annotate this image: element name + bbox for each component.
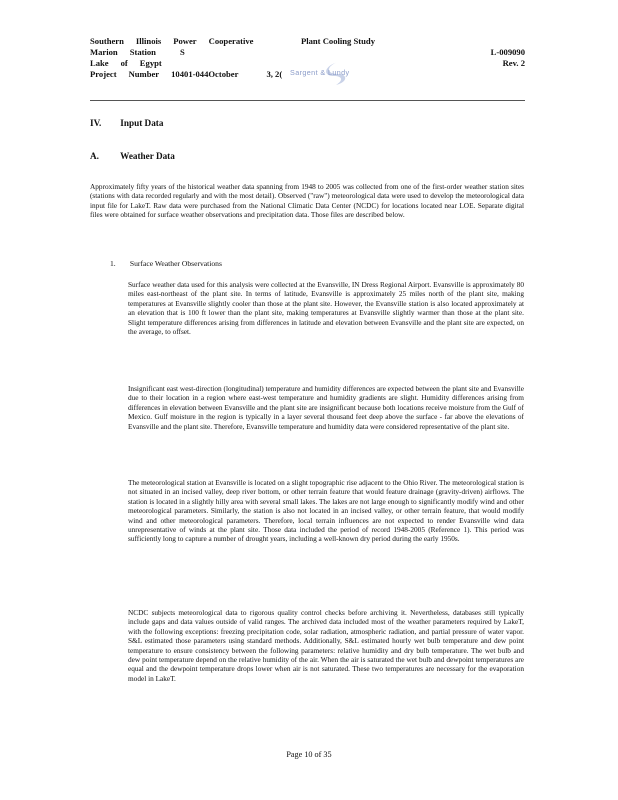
header-word: 10401-044October — [171, 69, 239, 79]
header-company — [90, 36, 254, 47]
body-paragraph: Surface weather data used for this analysis were collected at the Evansville, IN Dress Regional Airport. Evansville is approximately 80 miles east-northeast of the plant site. In terms of latitude, Evansville is approximately 25 miles north of the plant site, making temperatures at Evansville slightly cooler than those at the plant site. However, the Evansville station is also located approximately at an elevation that is 100 ft lower than the plant site, making temperatures at Evansville slightly warmer than those at the plant site. Slight temperature differences arising from differences in latitude and elevation between Evansville and the plant site are expected, on the average, to offset. — [128, 280, 524, 337]
header-doc-number: L-009090 — [490, 47, 525, 57]
company-logo — [286, 60, 386, 86]
section-heading — [90, 118, 163, 128]
header-word: Marion — [90, 47, 118, 57]
header-line-2 — [90, 47, 525, 58]
header-word: S — [179, 47, 185, 57]
section-title: Input Data — [120, 118, 164, 128]
header-word: Project — [90, 69, 117, 79]
header-word: Lake — [90, 58, 109, 68]
page-footer — [0, 750, 618, 759]
header-line-1 — [90, 36, 525, 47]
header-word: Illinois — [135, 36, 162, 46]
header-station — [90, 47, 185, 58]
body-paragraph: Insignificant east west-direction (longitudinal) temperature and humidity differences are expected between the plant site and Evansville due to their location in a region where east-west temperature and humidity gradients are slight. Humidity differences arising from differences in elevation between Evansville and the plant site are insignificant because both locations receive moisture from the Gulf of Mexico. Gulf moisture in the region is typically in a layer several thousand feet deep above the surface - far above the elevations of Evansville and the plant site. Therefore, Evansville temperature and humidity data were considered representative of the plant site. — [128, 384, 524, 431]
intro-paragraph: Approximately fifty years of the historical weather data spanning from 1948 to 2005 was collected from one of the first-order weather station sites (stations with data recorded regularly and with the most detail). Observed ("raw") meteorological data were used to develop the meteorological data input file for LakeT. Raw data were purchased from the National Climatic Data Center (NCDC) for locations located near LOE. Separate digital files were obtained for surface weather observations and precipitation data. Those files are described below. — [90, 182, 524, 220]
list-item-title: Surface Weather Observations — [129, 259, 222, 268]
list-item-heading — [110, 259, 222, 268]
header-project — [90, 69, 282, 80]
subsection-heading — [90, 151, 175, 161]
header-location — [90, 58, 162, 69]
header-word: Power — [173, 36, 197, 46]
section-number: IV. — [90, 118, 102, 128]
header-word: Station — [129, 47, 156, 57]
header-study-title: Plant Cooling Study — [300, 36, 375, 46]
header-word: Cooperative — [208, 36, 254, 46]
header-word: 3, 2( — [266, 69, 283, 79]
header-word: Southern — [90, 36, 124, 46]
subsection-title: Weather Data — [120, 151, 175, 161]
list-item-number: 1. — [110, 259, 116, 268]
body-paragraph: The meteorological station at Evansville is located on a slight topographic rise adjacent to the Ohio River. The meteorological station is not situated in an incised valley, deep river bottom, or other terrain feature that would feature drainage (gravity-driven) airflows. The station is located in a slightly hilly area with several small lakes. The lakes are not large enough to significantly modify wind and other meteorological parameters. Similarly, the station is also not located in an incised valley, or other terrain feature, that would modify wind and other meteorological parameters. Therefore, local terrain influences are not expected to render Evansville wind data unrepresentative of winds at the plant site. Those data included the period of record 1948-2005 (Reference 1). This period was sufficiently long to capture a number of drought years, including a well-known dry period during the early 1950s. — [128, 478, 524, 544]
page-number: Page 10 of 35 — [286, 750, 332, 759]
body-paragraph: NCDC subjects meteorological data to rigorous quality control checks before archiving it. Nevertheless, databases still typically include gaps and data values outside of valid ranges. The archived data included most of the weather parameters required by LakeT, with the following exceptions: freezing precipitation code, solar radiation, atmospheric radiation, and partial pressure of water vapor. S&L estimated those parameters using standard methods. Additionally, S&L estimated hourly wet bulb temperature and dew point temperature to ensure consistency between the following parameters: relative humidity and dry bulb temperature. The wet bulb and dew point temperature depend on the relative humidity of the air. When the air is saturated the wet bulb and dewpoint temperatures are equal and the dewpoint temperature drops lower when air is not saturated. These two temperatures are necessary for the evaporation model in LakeT. — [128, 608, 524, 683]
logo-text: Sargent & Lundy — [290, 68, 350, 77]
subsection-letter: A. — [90, 151, 99, 161]
header-divider — [90, 100, 525, 101]
header-word: Egypt — [139, 58, 162, 68]
header-word: Number — [128, 69, 160, 79]
header-word: of — [120, 58, 128, 68]
header-revision: Rev. 2 — [502, 58, 525, 68]
